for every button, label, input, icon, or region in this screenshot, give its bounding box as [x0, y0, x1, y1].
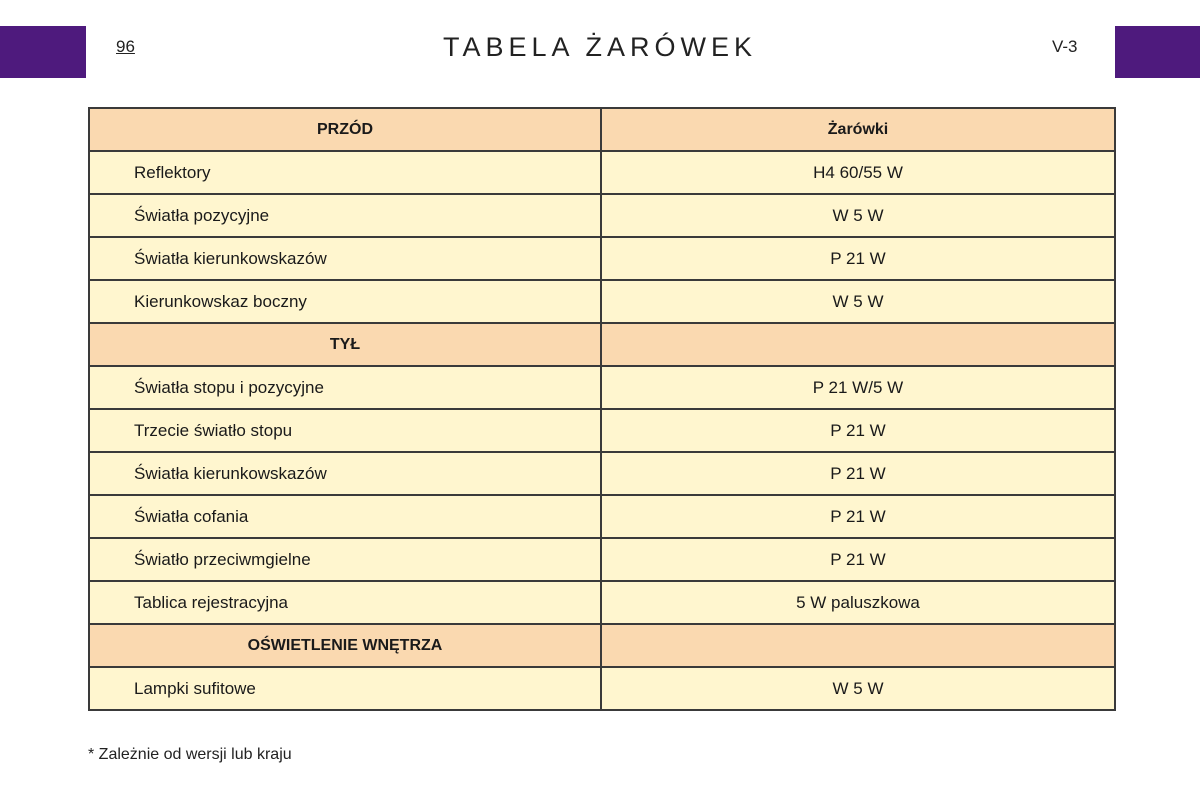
- section-value-header: Żarówki: [601, 108, 1115, 151]
- table-row: [89, 495, 1115, 538]
- bulb-type: 5 W paluszkowa: [601, 581, 1115, 624]
- table-row: [89, 280, 1115, 323]
- section-value-header: [601, 624, 1115, 667]
- lamp-name: Reflektory: [89, 151, 601, 194]
- bulb-type: P 21 W: [601, 452, 1115, 495]
- table-row: [89, 581, 1115, 624]
- table-section-header: [89, 323, 1115, 366]
- section-value-header: [601, 323, 1115, 366]
- bulb-table: [88, 107, 1116, 711]
- lamp-name: Światła stopu i pozycyjne: [89, 366, 601, 409]
- page-number: 96: [116, 37, 135, 56]
- footnote: * Zależnie od wersji lub kraju: [88, 746, 292, 763]
- lamp-name: Światła kierunkowskazów: [89, 452, 601, 495]
- section-title: TYŁ: [89, 323, 601, 366]
- table-row: [89, 538, 1115, 581]
- lamp-name: Światło przeciwmgielne: [89, 538, 601, 581]
- bulb-type: W 5 W: [601, 667, 1115, 710]
- section-title: OŚWIETLENIE WNĘTRZA: [89, 624, 601, 667]
- table-row: [89, 409, 1115, 452]
- bulb-type: P 21 W/5 W: [601, 366, 1115, 409]
- lamp-name: Światła pozycyjne: [89, 194, 601, 237]
- table-section-header: [89, 624, 1115, 667]
- table-row: [89, 366, 1115, 409]
- table-section-header: [89, 108, 1115, 151]
- page-title: TABELA ŻARÓWEK: [442, 32, 758, 62]
- table-row: [89, 194, 1115, 237]
- table-row: [89, 151, 1115, 194]
- lamp-name: Trzecie światło stopu: [89, 409, 601, 452]
- table-row: [89, 452, 1115, 495]
- bulb-type: W 5 W: [601, 194, 1115, 237]
- bulb-type: P 21 W: [601, 538, 1115, 581]
- lamp-name: Lampki sufitowe: [89, 667, 601, 710]
- bulb-type: P 21 W: [601, 409, 1115, 452]
- lamp-name: Światła cofania: [89, 495, 601, 538]
- lamp-name: Kierunkowskaz boczny: [89, 280, 601, 323]
- table-row: [89, 237, 1115, 280]
- section-title: PRZÓD: [89, 108, 601, 151]
- lamp-name: Światła kierunkowskazów: [89, 237, 601, 280]
- table-row: [89, 667, 1115, 710]
- lamp-name: Tablica rejestracyjna: [89, 581, 601, 624]
- bulb-type: P 21 W: [601, 237, 1115, 280]
- bulb-type: H4 60/55 W: [601, 151, 1115, 194]
- bulb-type: P 21 W: [601, 495, 1115, 538]
- section-code: V-3: [1052, 37, 1078, 56]
- bulb-type: W 5 W: [601, 280, 1115, 323]
